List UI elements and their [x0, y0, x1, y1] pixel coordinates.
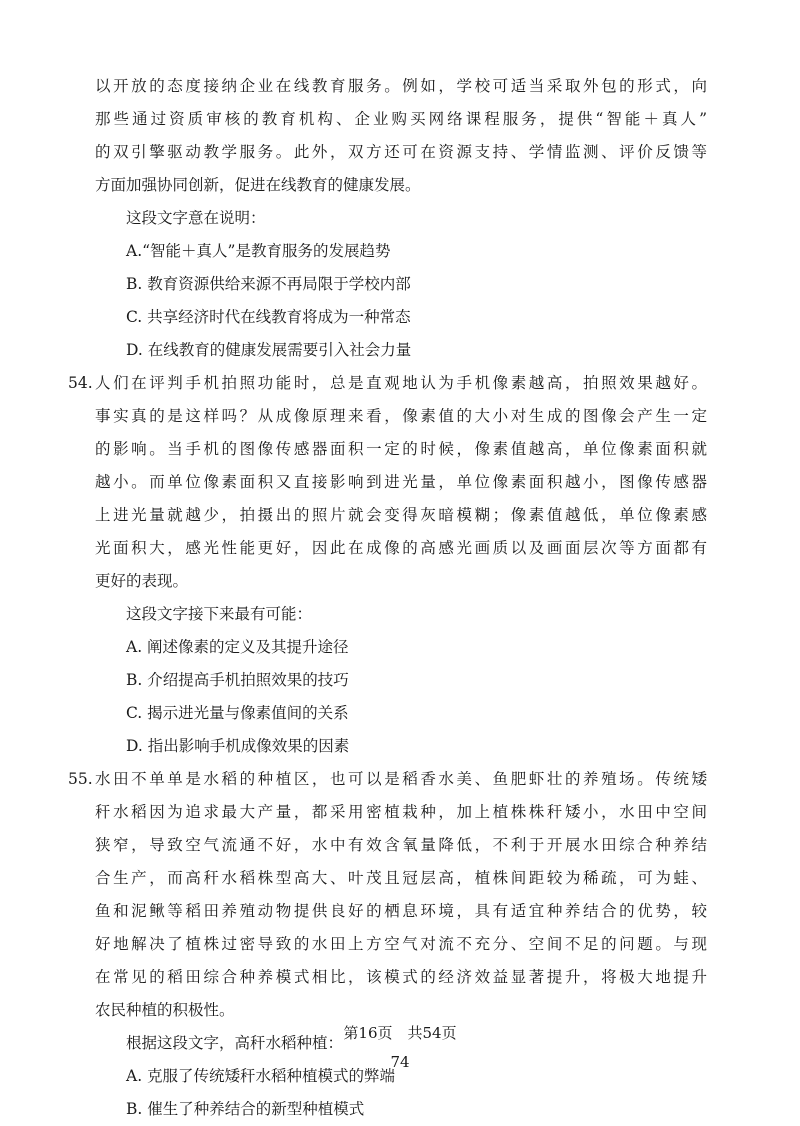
- passage-line: 狭窄，导致空气流通不好，水中有效含氧量降低，不利于开展水田综合种养结: [95, 836, 707, 854]
- option-a: A. 阐述像素的定义及其提升途径: [126, 638, 349, 656]
- passage-line: 鱼和泥鳅等稻田养殖动物提供良好的栖息环境，具有适宜种养结合的优势，较: [95, 902, 707, 920]
- passage-line: 方面加强协同创新，促进在线教育的健康发展。: [95, 176, 421, 194]
- option-a: A.“智能＋真人”是教育服务的发展趋势: [126, 242, 391, 260]
- passage-line: 更好的表现。: [95, 572, 189, 590]
- page-footer-label: 第16页 共54页: [343, 1024, 457, 1042]
- question-55-prompt: 根据这段文字，高秆水稻种植：: [126, 1034, 344, 1052]
- question-number: 54.: [68, 374, 93, 392]
- passage-line: 那些通过资质审核的教育机构、企业购买网络课程服务，提供“智能＋真人”: [95, 110, 707, 128]
- passage-line: 以开放的态度接纳企业在线教育服务。例如，学校可适当采取外包的形式，向: [95, 77, 707, 95]
- question-number: 55.: [68, 770, 93, 788]
- option-c: C. 揭示进光量与像素值间的关系: [126, 704, 349, 722]
- option-b: B. 教育资源供给来源不再局限于学校内部: [126, 275, 411, 293]
- page-content: [68, 70, 707, 1126]
- passage-line-text: 人们在评判手机拍照功能时，总是直观地认为手机像素越高，拍照效果越好。: [95, 374, 707, 392]
- question-54-prompt: 这段文字接下来最有可能：: [126, 605, 313, 623]
- page-footer-number: 74: [390, 1053, 410, 1071]
- option-d: D. 在线教育的健康发展需要引入社会力量: [126, 341, 412, 359]
- question-53-options: [95, 235, 707, 367]
- passage-line: 好地解决了植株过密导致的水田上方空气对流不充分、空间不足的问题。与现: [95, 935, 707, 953]
- passage-line: 上进光量就越少，拍摄出的照片就会变得灰暗模糊；像素值越低，单位像素感: [95, 506, 707, 524]
- passage-line: 秆水稻因为追求最大产量，都采用密植栽种，加上植株株秆矮小，水田中空间: [95, 803, 707, 821]
- option-b: B. 催生了种养结合的新型种植模式: [126, 1100, 365, 1118]
- option-c: C. 共享经济时代在线教育将成为一种常态: [126, 308, 411, 326]
- passage-line: [68, 367, 707, 400]
- question-55-passage: [68, 763, 707, 1027]
- passage-line-text: 水田不单单是水稻的种植区，也可以是稻香水美、鱼肥虾壮的养殖场。传统矮: [95, 770, 707, 788]
- passage-line: 合生产，而高秆水稻株型高大、叶茂且冠层高，植株间距较为稀疏，可为蛙、: [95, 869, 707, 887]
- question-54-passage: [68, 367, 707, 598]
- option-b: B. 介绍提高手机拍照效果的技巧: [126, 671, 349, 689]
- question-54-options: [95, 631, 707, 763]
- question-53-passage: [95, 70, 707, 202]
- option-d: D. 指出影响手机成像效果的因素: [126, 737, 350, 755]
- option-a: A. 克服了传统矮秆水稻种植模式的弊端: [126, 1067, 396, 1085]
- passage-line: 在常见的稻田综合种养模式相比，该模式的经济效益显著提升，将极大地提升: [95, 968, 707, 986]
- passage-line: 农民种植的积极性。: [95, 1001, 235, 1019]
- passage-line: 光面积大，感光性能更好，因此在成像的高感光画质以及画面层次等方面都有: [95, 539, 707, 557]
- passage-line: 越小。而单位像素面积又直接影响到进光量，单位像素面积越小，图像传感器: [95, 473, 707, 491]
- question-53-prompt: 这段文字意在说明：: [126, 209, 266, 227]
- passage-line: [68, 763, 707, 796]
- passage-line: 事实真的是这样吗？从成像原理来看，像素值的大小对生成的图像会产生一定: [95, 407, 707, 425]
- passage-line: 的双引擎驱动教学服务。此外，双方还可在资源支持、学情监测、评价反馈等: [95, 143, 707, 161]
- passage-line: 的影响。当手机的图像传感器面积一定的时候，像素值越高，单位像素面积就: [95, 440, 707, 458]
